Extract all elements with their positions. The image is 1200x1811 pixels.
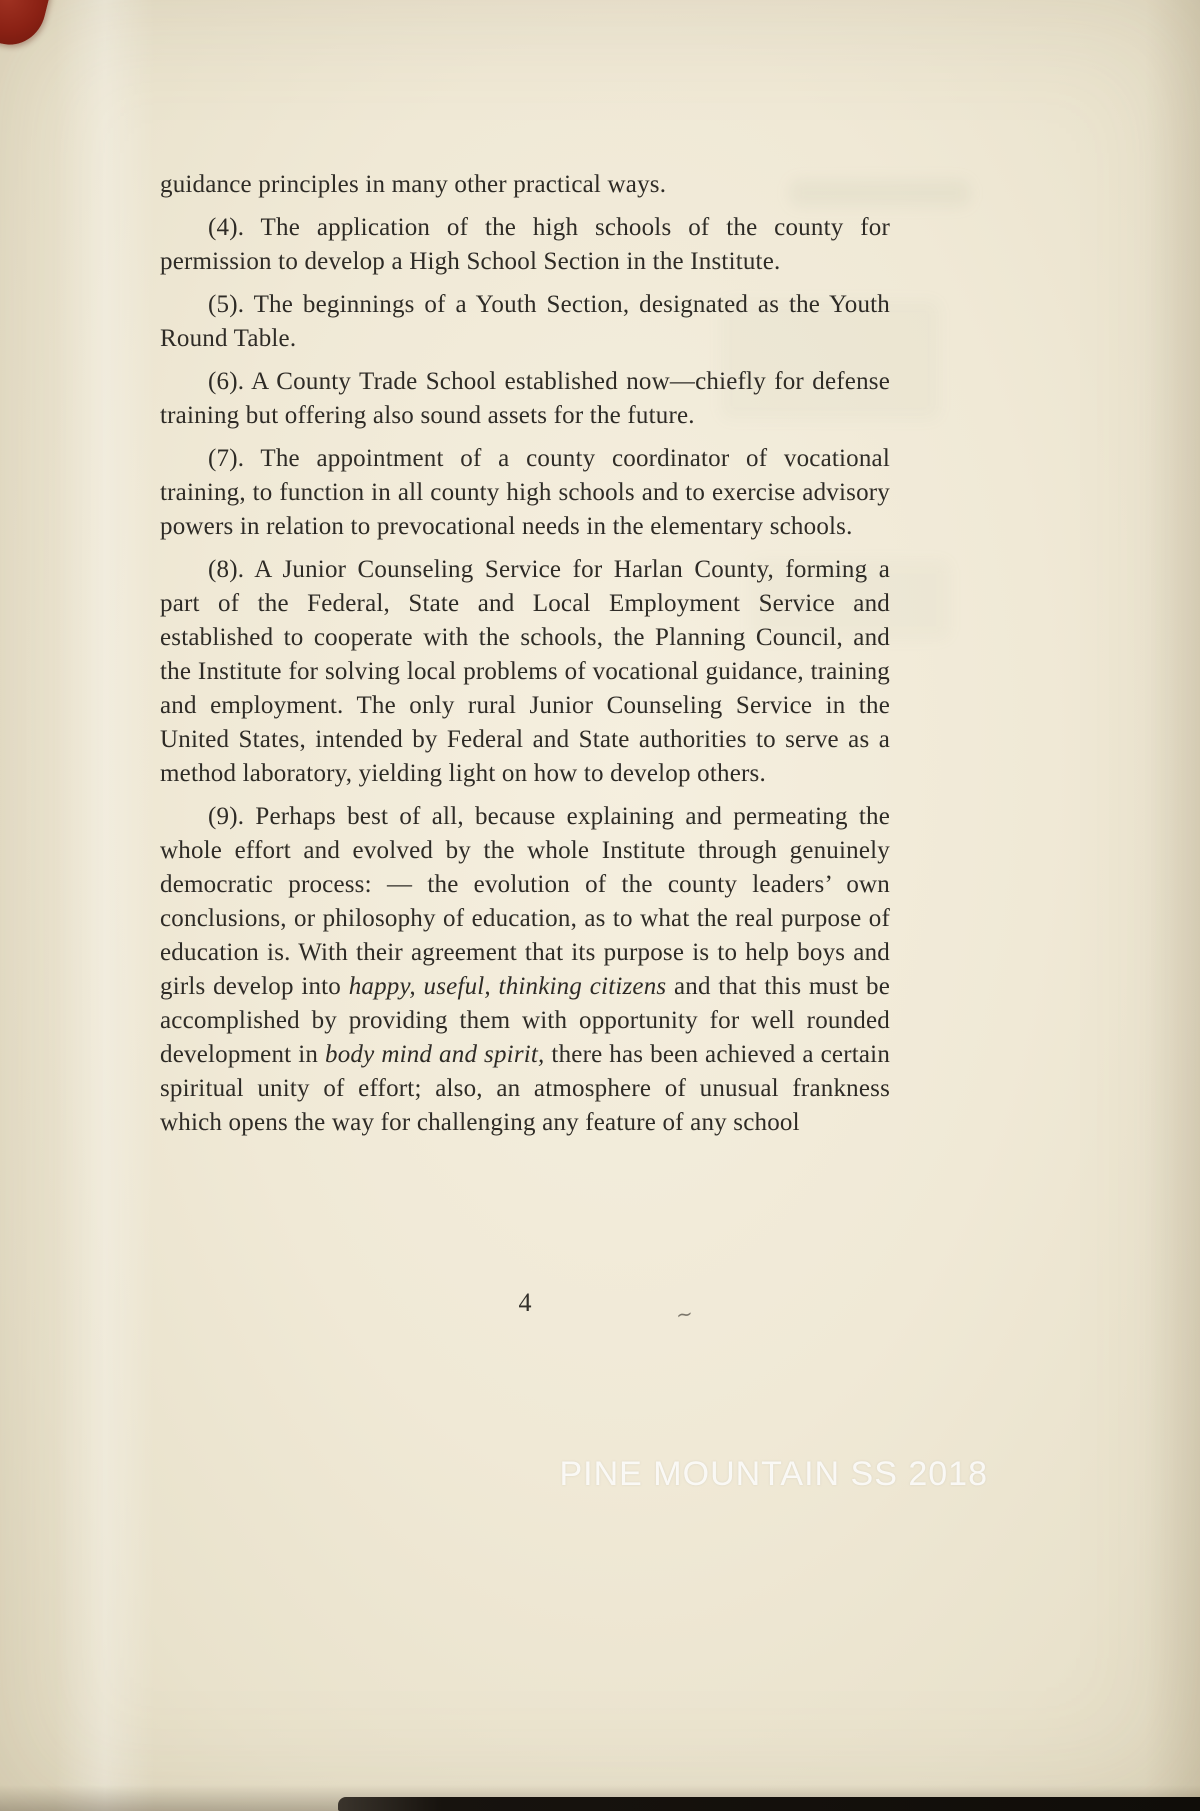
scan-right-shadow: [1145, 0, 1200, 1811]
paragraph-item-7: (7). The appointment of a county coordinator of vocational training, to function in all county high schools and to exercise advisory powers in relation to prevocational needs in the elementary schools.: [160, 445, 890, 540]
paragraph-item-4: (4). The application of the high schools of the county for permission to develop a High School Section in the Institute.: [160, 214, 890, 275]
page-number: 4: [518, 1288, 532, 1317]
paragraph-item-5: (5). The beginnings of a Youth Section, designated as the Youth Round Table.: [160, 291, 890, 352]
pencil-mark: ~: [674, 1300, 695, 1328]
paragraph-run: (9). Perhaps best of all, because explaining and permeating the whole effort and evolved by the whole Institute through genuinely democratic process: — the evolution of the county leaders’ own conclusions, or philosophy of education, as to what the real purpose of education is. With their agreement that its purpose is to help boys and girls develop into: [160, 803, 890, 1000]
paragraph-run: and that this must be accomplished by providing them with opportunity for well rounded development in: [160, 973, 890, 1068]
paragraph-item-8: (8). A Junior Counseling Service for Harlan County, forming a part of the Federal, State and Local Employment Service and established to cooperate with the schools, the Planning Council, and the Institute for solving local problems of vocational guidance, training and employment. The only rural Junior Counseling Service in the United States, intended by Federal and State authorities to serve as a method laboratory, yielding light on how to develop others.: [160, 556, 890, 787]
page-footer: [160, 1288, 890, 1328]
paragraph-item-9: [160, 800, 890, 1140]
paragraph-run: there has been achieved a certain spiritual unity of effort; also, an atmosphere of unusual frankness which opens the way for challenging any feature of any school: [160, 1041, 891, 1136]
watermark: PINE MOUNTAIN SS 2018: [559, 1455, 988, 1493]
scan-left-highlight: [55, 0, 155, 1811]
paragraph-item-6: (6). A County Trade School established now—chiefly for defense training but offering also sound assets for the future.: [160, 368, 890, 429]
page-content: [160, 168, 890, 1149]
scan-corner-mark: [0, 0, 51, 52]
italic-phrase: happy, useful, thinking citizens: [348, 973, 667, 1000]
scan-bottom-edge: [338, 1797, 1200, 1811]
italic-phrase: body mind and spirit,: [325, 1041, 545, 1068]
paragraph-intro: guidance principles in many other practical ways.: [160, 171, 667, 198]
